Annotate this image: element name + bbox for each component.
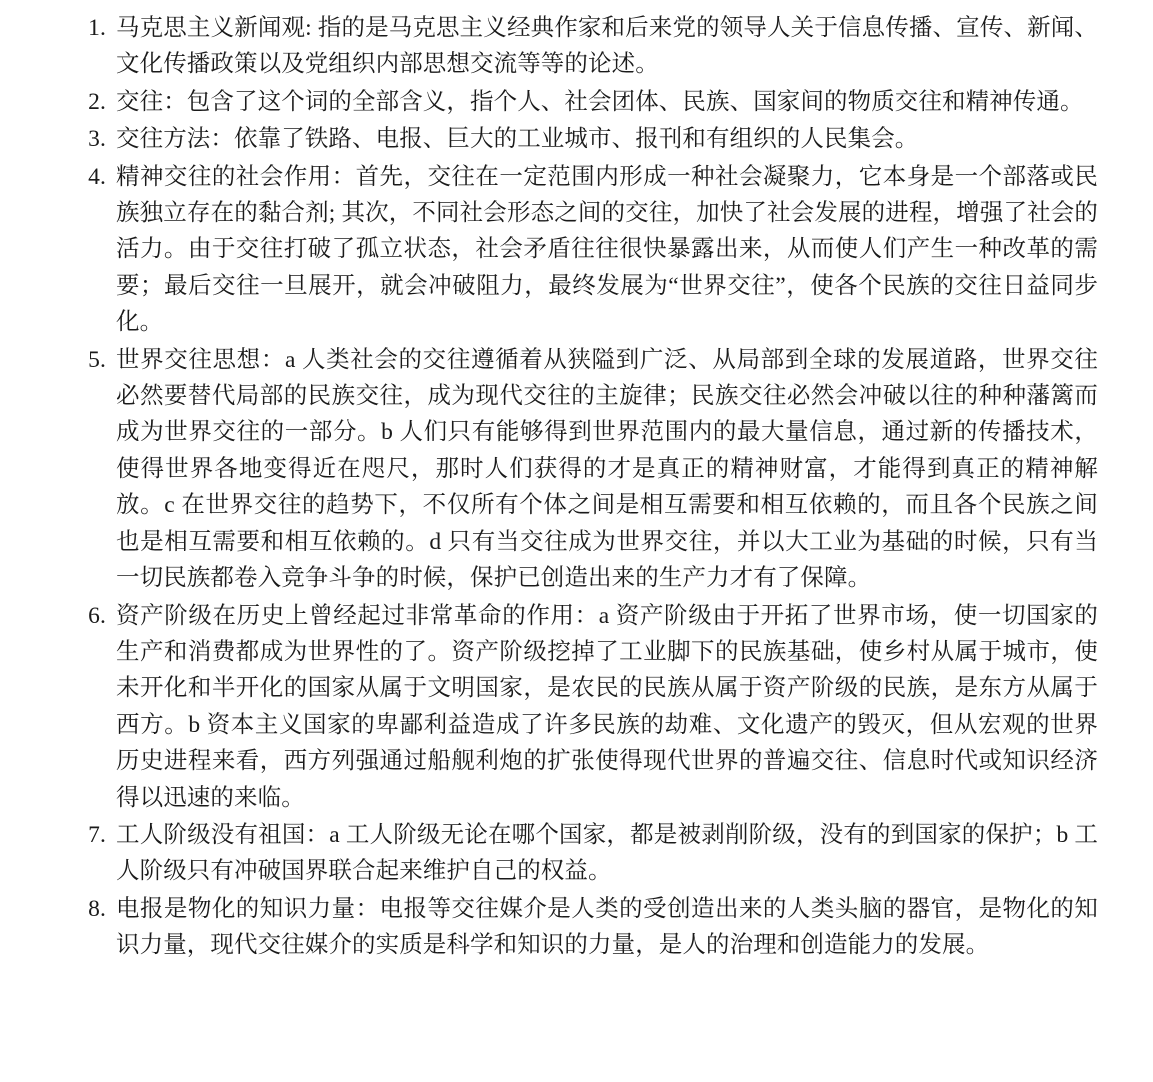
- list-item-text: 世界交往思想：a 人类社会的交往遵循着从狭隘到广泛、从局部到全球的发展道路，世界交往必然要替代局部的民族交往，成为现代交往的主旋律；民族交往必然会冲破以往的种种藩篱而成为世界交往的一部分。b 人们只有能够得到世界范围内的最大量信息，通过新的传播技术，使得世界各地变得近在咫尺，那时人们获得的才是真正的精神财富，才能得到真正的精神解放。c 在世界交往的趋势下，不仅所有个体之间是相互需要和相互依赖的，而且各个民族之间也是相互需要和相互依赖的。d 只有当交往成为世界交往，并以大工业为基础的时候，只有当一切民族都卷入竞争斗争的时候，保护已创造出来的生产力才有了保障。: [116, 346, 1098, 592]
- list-item: [62, 159, 1098, 341]
- list-item-text: 交往：包含了这个词的全部含义，指个人、社会团体、民族、国家间的物质交往和精神传通。: [116, 88, 1084, 115]
- list-item: [62, 342, 1098, 597]
- list-item-text: 交往方法：依靠了铁路、电报、巨大的工业城市、报刊和有组织的人民集会。: [116, 126, 919, 153]
- list-item: [62, 10, 1098, 83]
- numbered-list: [62, 10, 1098, 964]
- list-item: [62, 121, 1098, 157]
- list-item-text: 电报是物化的知识力量：电报等交往媒介是人类的受创造出来的人类头脑的器官，是物化的知识力量，现代交往媒介的实质是科学和知识的力量，是人的治理和创造能力的发展。: [116, 895, 1098, 959]
- list-item: [62, 84, 1098, 120]
- list-item: [62, 817, 1098, 890]
- list-item-text: 马克思主义新闻观: 指的是马克思主义经典作家和后来党的领导人关于信息传播、宣传、新闻、文化传播政策以及党组织内部思想交流等等的论述。: [116, 15, 1098, 78]
- list-item-text: 工人阶级没有祖国：a 工人阶级无论在哪个国家，都是被剥削阶级，没有的到国家的保护；b 工人阶级只有冲破国界联合起来维护自己的权益。: [116, 821, 1098, 885]
- list-item-text: 资产阶级在历史上曾经起过非常革命的作用：a 资产阶级由于开拓了世界市场，使一切国家的生产和消费都成为世界性的了。资产阶级挖掉了工业脚下的民族基础，使乡村从属于城市，使未开化和半开化的国家从属于文明国家，是农民的民族从属于资产阶级的民族，是东方从属于西方。b 资本主义国家的卑鄙利益造成了许多民族的劫难、文化遗产的毁灭，但从宏观的世界历史进程来看，西方列强通过船舰利炮的扩张使得现代世界的普遍交往、信息时代或知识经济得以迅速的来临。: [116, 602, 1098, 811]
- list-item: [62, 891, 1098, 964]
- list-item-text: 精神交往的社会作用：首先，交往在一定范围内形成一种社会凝聚力，它本身是一个部落或民族独立存在的黏合剂; 其次，不同社会形态之间的交往，加快了社会发展的进程，增强了社会的活力。由于交往打破了孤立状态，社会矛盾往往很快暴露出来，从而使人们产生一种改革的需要；最后交往一旦展开，就会冲破阻力，最终发展为“世界交往”，使各个民族的交往日益同步化。: [116, 163, 1098, 336]
- list-item: [62, 598, 1098, 816]
